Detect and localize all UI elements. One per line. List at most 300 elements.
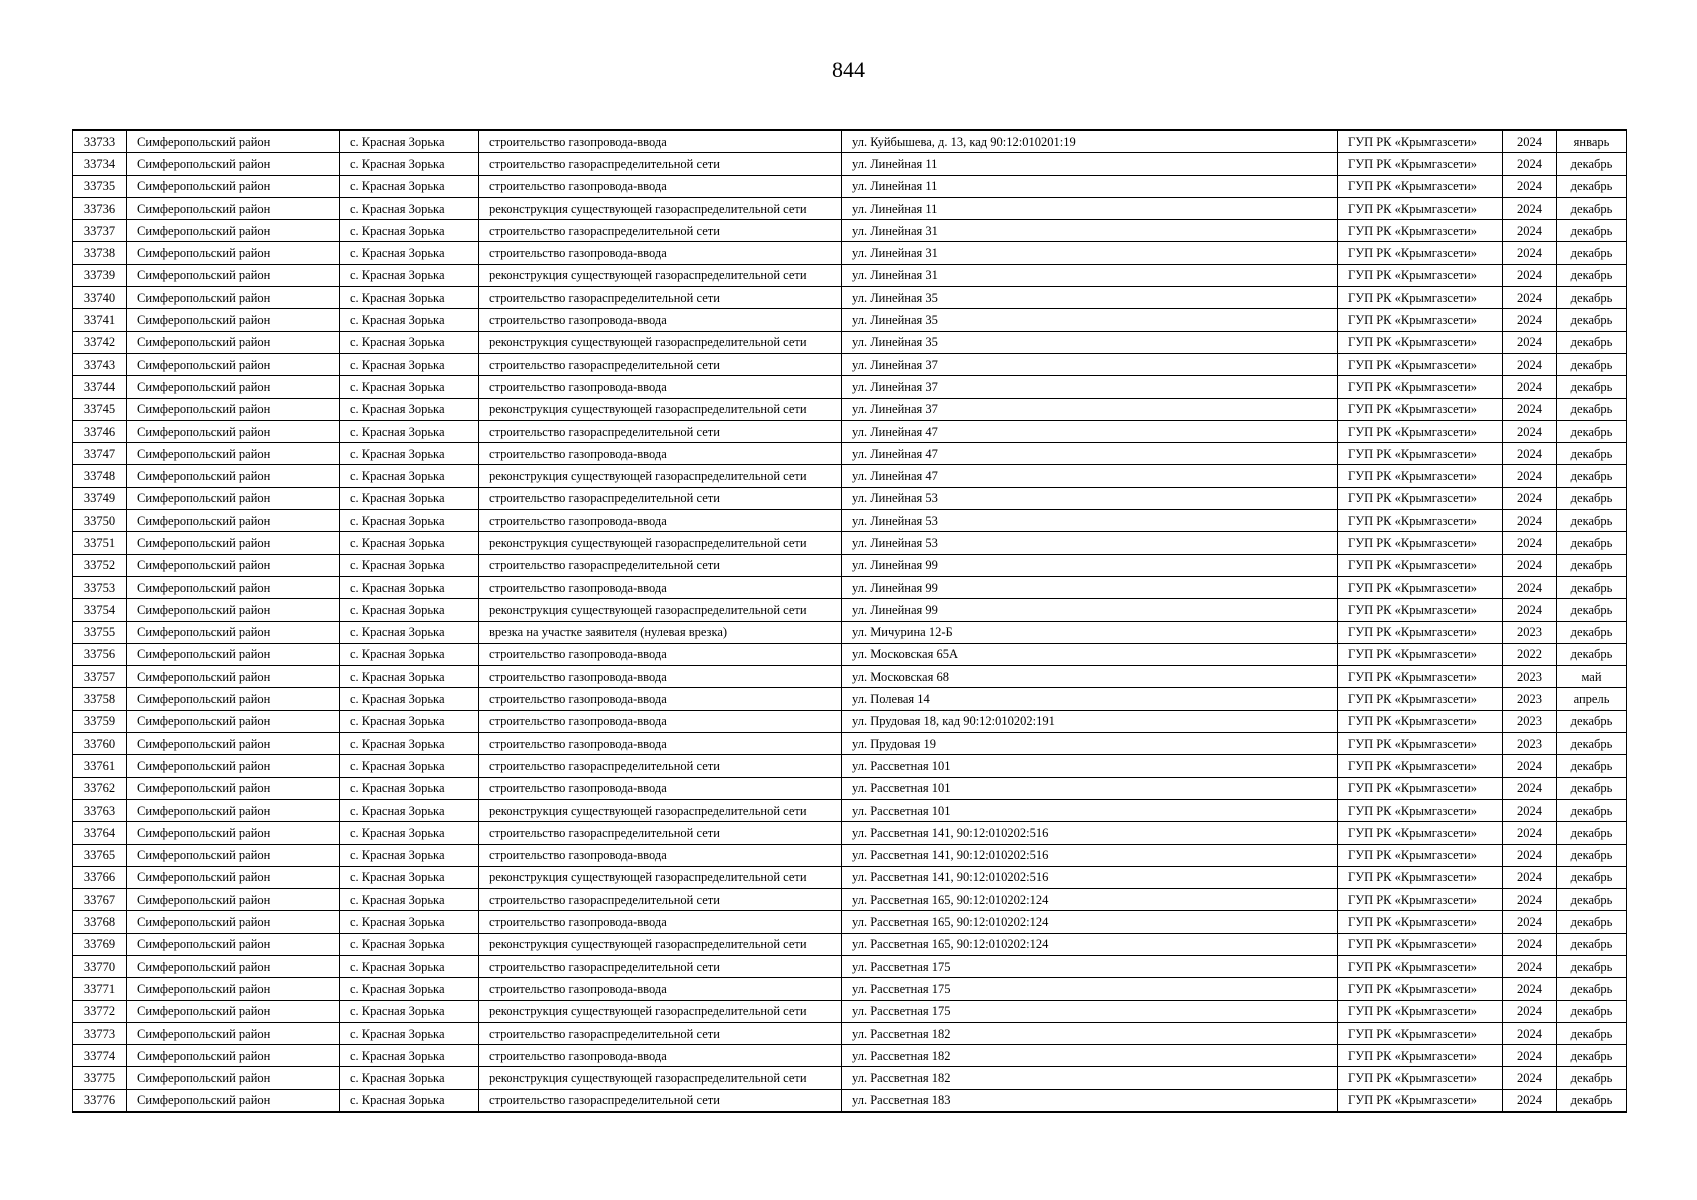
month-cell: декабрь — [1557, 866, 1627, 888]
district-cell: Симферопольский район — [127, 443, 340, 465]
address-cell: ул. Рассветная 165, 90:12:010202:124 — [842, 933, 1338, 955]
organization-cell: ГУП РК «Крымгазсети» — [1338, 866, 1503, 888]
record-number-cell: 33757 — [73, 666, 127, 688]
work-type-cell: строительство газопровода-ввода — [479, 978, 842, 1000]
settlement-cell: с. Красная Зорька — [340, 1000, 479, 1022]
record-number-cell: 33752 — [73, 554, 127, 576]
address-cell: ул. Рассветная 101 — [842, 755, 1338, 777]
month-cell: декабрь — [1557, 554, 1627, 576]
address-cell: ул. Прудовая 18, кад 90:12:010202:191 — [842, 710, 1338, 732]
table-row — [73, 353, 1627, 375]
address-cell: ул. Мичурина 12-Б — [842, 621, 1338, 643]
record-number-cell: 33737 — [73, 220, 127, 242]
month-cell: декабрь — [1557, 353, 1627, 375]
work-type-cell: реконструкция существующей газораспределительной сети — [479, 799, 842, 821]
year-cell: 2024 — [1503, 353, 1557, 375]
month-cell: декабрь — [1557, 755, 1627, 777]
record-number-cell: 33746 — [73, 420, 127, 442]
district-cell: Симферопольский район — [127, 866, 340, 888]
settlement-cell: с. Красная Зорька — [340, 331, 479, 353]
address-cell: ул. Линейная 35 — [842, 309, 1338, 331]
month-cell: декабрь — [1557, 889, 1627, 911]
record-number-cell: 33767 — [73, 889, 127, 911]
record-number-cell: 33747 — [73, 443, 127, 465]
organization-cell: ГУП РК «Крымгазсети» — [1338, 733, 1503, 755]
organization-cell: ГУП РК «Крымгазсети» — [1338, 1089, 1503, 1112]
work-type-cell: строительство газопровода-ввода — [479, 911, 842, 933]
table-row — [73, 799, 1627, 821]
month-cell: декабрь — [1557, 153, 1627, 175]
settlement-cell: с. Красная Зорька — [340, 844, 479, 866]
settlement-cell: с. Красная Зорька — [340, 175, 479, 197]
work-type-cell: строительство газораспределительной сети — [479, 1089, 842, 1112]
district-cell: Симферопольский район — [127, 309, 340, 331]
record-number-cell: 33766 — [73, 866, 127, 888]
year-cell: 2024 — [1503, 443, 1557, 465]
month-cell: апрель — [1557, 688, 1627, 710]
organization-cell: ГУП РК «Крымгазсети» — [1338, 398, 1503, 420]
year-cell: 2024 — [1503, 197, 1557, 219]
settlement-cell: с. Красная Зорька — [340, 688, 479, 710]
district-cell: Симферопольский район — [127, 487, 340, 509]
settlement-cell: с. Красная Зорька — [340, 220, 479, 242]
year-cell: 2024 — [1503, 933, 1557, 955]
settlement-cell: с. Красная Зорька — [340, 911, 479, 933]
organization-cell: ГУП РК «Крымгазсети» — [1338, 955, 1503, 977]
year-cell: 2024 — [1503, 264, 1557, 286]
work-type-cell: реконструкция существующей газораспределительной сети — [479, 866, 842, 888]
address-cell: ул. Рассветная 165, 90:12:010202:124 — [842, 911, 1338, 933]
address-cell: ул. Линейная 47 — [842, 465, 1338, 487]
year-cell: 2024 — [1503, 777, 1557, 799]
record-number-cell: 33750 — [73, 510, 127, 532]
settlement-cell: с. Красная Зорька — [340, 978, 479, 1000]
year-cell: 2024 — [1503, 376, 1557, 398]
district-cell: Симферопольский район — [127, 576, 340, 598]
settlement-cell: с. Красная Зорька — [340, 532, 479, 554]
organization-cell: ГУП РК «Крымгазсети» — [1338, 153, 1503, 175]
table-row — [73, 287, 1627, 309]
organization-cell: ГУП РК «Крымгазсети» — [1338, 688, 1503, 710]
settlement-cell: с. Красная Зорька — [340, 353, 479, 375]
organization-cell: ГУП РК «Крымгазсети» — [1338, 487, 1503, 509]
year-cell: 2024 — [1503, 889, 1557, 911]
address-cell: ул. Рассветная 141, 90:12:010202:516 — [842, 822, 1338, 844]
work-type-cell: строительство газораспределительной сети — [479, 487, 842, 509]
work-type-cell: реконструкция существующей газораспределительной сети — [479, 1067, 842, 1089]
record-number-cell: 33772 — [73, 1000, 127, 1022]
table-row — [73, 130, 1627, 153]
address-cell: ул. Куйбышева, д. 13, кад 90:12:010201:19 — [842, 130, 1338, 153]
district-cell: Симферопольский район — [127, 666, 340, 688]
work-type-cell: строительство газораспределительной сети — [479, 420, 842, 442]
organization-cell: ГУП РК «Крымгазсети» — [1338, 710, 1503, 732]
organization-cell: ГУП РК «Крымгазсети» — [1338, 1045, 1503, 1067]
work-type-cell: строительство газораспределительной сети — [479, 755, 842, 777]
year-cell: 2024 — [1503, 331, 1557, 353]
address-cell: ул. Линейная 37 — [842, 398, 1338, 420]
address-cell: ул. Линейная 47 — [842, 420, 1338, 442]
address-cell: ул. Прудовая 19 — [842, 733, 1338, 755]
organization-cell: ГУП РК «Крымгазсети» — [1338, 376, 1503, 398]
district-cell: Симферопольский район — [127, 911, 340, 933]
record-number-cell: 33763 — [73, 799, 127, 821]
organization-cell: ГУП РК «Крымгазсети» — [1338, 1022, 1503, 1044]
record-number-cell: 33739 — [73, 264, 127, 286]
record-number-cell: 33740 — [73, 287, 127, 309]
settlement-cell: с. Красная Зорька — [340, 822, 479, 844]
table-row — [73, 755, 1627, 777]
table-row — [73, 710, 1627, 732]
organization-cell: ГУП РК «Крымгазсети» — [1338, 576, 1503, 598]
month-cell: декабрь — [1557, 599, 1627, 621]
month-cell: декабрь — [1557, 487, 1627, 509]
settlement-cell: с. Красная Зорька — [340, 777, 479, 799]
address-cell: ул. Линейная 47 — [842, 443, 1338, 465]
work-type-cell: строительство газопровода-ввода — [479, 130, 842, 153]
month-cell: декабрь — [1557, 398, 1627, 420]
registry-table — [72, 129, 1627, 1113]
address-cell: ул. Рассветная 165, 90:12:010202:124 — [842, 889, 1338, 911]
settlement-cell: с. Красная Зорька — [340, 465, 479, 487]
table-row — [73, 554, 1627, 576]
address-cell: ул. Полевая 14 — [842, 688, 1338, 710]
table-row — [73, 376, 1627, 398]
organization-cell: ГУП РК «Крымгазсети» — [1338, 443, 1503, 465]
year-cell: 2024 — [1503, 420, 1557, 442]
month-cell: декабрь — [1557, 621, 1627, 643]
month-cell: декабрь — [1557, 175, 1627, 197]
organization-cell: ГУП РК «Крымгазсети» — [1338, 532, 1503, 554]
table-row — [73, 955, 1627, 977]
record-number-cell: 33762 — [73, 777, 127, 799]
settlement-cell: с. Красная Зорька — [340, 242, 479, 264]
district-cell: Симферопольский район — [127, 643, 340, 665]
organization-cell: ГУП РК «Крымгазсети» — [1338, 621, 1503, 643]
district-cell: Симферопольский район — [127, 978, 340, 1000]
year-cell: 2024 — [1503, 309, 1557, 331]
work-type-cell: строительство газопровода-ввода — [479, 777, 842, 799]
district-cell: Симферопольский район — [127, 532, 340, 554]
settlement-cell: с. Красная Зорька — [340, 510, 479, 532]
table-row — [73, 1067, 1627, 1089]
district-cell: Симферопольский район — [127, 130, 340, 153]
table-row — [73, 844, 1627, 866]
organization-cell: ГУП РК «Крымгазсети» — [1338, 1000, 1503, 1022]
record-number-cell: 33774 — [73, 1045, 127, 1067]
settlement-cell: с. Красная Зорька — [340, 621, 479, 643]
organization-cell: ГУП РК «Крымгазсети» — [1338, 599, 1503, 621]
record-number-cell: 33771 — [73, 978, 127, 1000]
year-cell: 2024 — [1503, 554, 1557, 576]
settlement-cell: с. Красная Зорька — [340, 755, 479, 777]
table-row — [73, 331, 1627, 353]
record-number-cell: 33773 — [73, 1022, 127, 1044]
district-cell: Симферопольский район — [127, 242, 340, 264]
address-cell: ул. Линейная 31 — [842, 264, 1338, 286]
month-cell: декабрь — [1557, 510, 1627, 532]
organization-cell: ГУП РК «Крымгазсети» — [1338, 1067, 1503, 1089]
district-cell: Симферопольский район — [127, 822, 340, 844]
work-type-cell: строительство газопровода-ввода — [479, 576, 842, 598]
month-cell: декабрь — [1557, 777, 1627, 799]
settlement-cell: с. Красная Зорька — [340, 420, 479, 442]
table-row — [73, 576, 1627, 598]
organization-cell: ГУП РК «Крымгазсети» — [1338, 554, 1503, 576]
settlement-cell: с. Красная Зорька — [340, 487, 479, 509]
organization-cell: ГУП РК «Крымгазсети» — [1338, 844, 1503, 866]
year-cell: 2024 — [1503, 532, 1557, 554]
table-row — [73, 264, 1627, 286]
table-row — [73, 621, 1627, 643]
organization-cell: ГУП РК «Крымгазсети» — [1338, 666, 1503, 688]
work-type-cell: строительство газопровода-ввода — [479, 733, 842, 755]
organization-cell: ГУП РК «Крымгазсети» — [1338, 331, 1503, 353]
table-row — [73, 866, 1627, 888]
record-number-cell: 33743 — [73, 353, 127, 375]
district-cell: Симферопольский район — [127, 175, 340, 197]
settlement-cell: с. Красная Зорька — [340, 643, 479, 665]
address-cell: ул. Московская 68 — [842, 666, 1338, 688]
address-cell: ул. Рассветная 183 — [842, 1089, 1338, 1112]
table-row — [73, 153, 1627, 175]
month-cell: декабрь — [1557, 264, 1627, 286]
work-type-cell: врезка на участке заявителя (нулевая врезка) — [479, 621, 842, 643]
year-cell: 2024 — [1503, 955, 1557, 977]
settlement-cell: с. Красная Зорька — [340, 933, 479, 955]
table-row — [73, 1000, 1627, 1022]
month-cell: декабрь — [1557, 420, 1627, 442]
address-cell: ул. Линейная 99 — [842, 599, 1338, 621]
month-cell: декабрь — [1557, 822, 1627, 844]
record-number-cell: 33775 — [73, 1067, 127, 1089]
work-type-cell: строительство газопровода-ввода — [479, 309, 842, 331]
district-cell: Симферопольский район — [127, 554, 340, 576]
month-cell: декабрь — [1557, 733, 1627, 755]
work-type-cell: строительство газопровода-ввода — [479, 443, 842, 465]
work-type-cell: строительство газораспределительной сети — [479, 353, 842, 375]
address-cell: ул. Линейная 37 — [842, 376, 1338, 398]
district-cell: Симферопольский район — [127, 733, 340, 755]
record-number-cell: 33770 — [73, 955, 127, 977]
district-cell: Симферопольский район — [127, 777, 340, 799]
address-cell: ул. Рассветная 101 — [842, 777, 1338, 799]
table-row — [73, 175, 1627, 197]
month-cell: декабрь — [1557, 911, 1627, 933]
work-type-cell: реконструкция существующей газораспределительной сети — [479, 599, 842, 621]
table-row — [73, 688, 1627, 710]
record-number-cell: 33734 — [73, 153, 127, 175]
table-row — [73, 242, 1627, 264]
district-cell: Симферопольский район — [127, 287, 340, 309]
record-number-cell: 33753 — [73, 576, 127, 598]
year-cell: 2024 — [1503, 1022, 1557, 1044]
address-cell: ул. Линейная 11 — [842, 175, 1338, 197]
work-type-cell: реконструкция существующей газораспределительной сети — [479, 465, 842, 487]
work-type-cell: строительство газопровода-ввода — [479, 1045, 842, 1067]
record-number-cell: 33776 — [73, 1089, 127, 1112]
address-cell: ул. Линейная 53 — [842, 487, 1338, 509]
district-cell: Симферопольский район — [127, 844, 340, 866]
district-cell: Симферопольский район — [127, 465, 340, 487]
organization-cell: ГУП РК «Крымгазсети» — [1338, 933, 1503, 955]
settlement-cell: с. Красная Зорька — [340, 153, 479, 175]
month-cell: декабрь — [1557, 933, 1627, 955]
settlement-cell: с. Красная Зорька — [340, 866, 479, 888]
year-cell: 2024 — [1503, 175, 1557, 197]
settlement-cell: с. Красная Зорька — [340, 197, 479, 219]
address-cell: ул. Рассветная 182 — [842, 1067, 1338, 1089]
address-cell: ул. Рассветная 175 — [842, 1000, 1338, 1022]
record-number-cell: 33748 — [73, 465, 127, 487]
work-type-cell: строительство газопровода-ввода — [479, 643, 842, 665]
year-cell: 2024 — [1503, 153, 1557, 175]
month-cell: декабрь — [1557, 242, 1627, 264]
record-number-cell: 33759 — [73, 710, 127, 732]
work-type-cell: реконструкция существующей газораспределительной сети — [479, 197, 842, 219]
table-row — [73, 532, 1627, 554]
district-cell: Симферопольский район — [127, 376, 340, 398]
district-cell: Симферопольский район — [127, 933, 340, 955]
year-cell: 2024 — [1503, 487, 1557, 509]
address-cell: ул. Рассветная 175 — [842, 955, 1338, 977]
work-type-cell: строительство газораспределительной сети — [479, 220, 842, 242]
district-cell: Симферопольский район — [127, 599, 340, 621]
district-cell: Симферопольский район — [127, 710, 340, 732]
table-row — [73, 465, 1627, 487]
settlement-cell: с. Красная Зорька — [340, 955, 479, 977]
year-cell: 2024 — [1503, 1045, 1557, 1067]
work-type-cell: реконструкция существующей газораспределительной сети — [479, 331, 842, 353]
table-row — [73, 487, 1627, 509]
organization-cell: ГУП РК «Крымгазсети» — [1338, 978, 1503, 1000]
district-cell: Симферопольский район — [127, 755, 340, 777]
organization-cell: ГУП РК «Крымгазсети» — [1338, 197, 1503, 219]
settlement-cell: с. Красная Зорька — [340, 666, 479, 688]
address-cell: ул. Линейная 35 — [842, 331, 1338, 353]
month-cell: декабрь — [1557, 576, 1627, 598]
record-number-cell: 33736 — [73, 197, 127, 219]
table-row — [73, 1045, 1627, 1067]
month-cell: декабрь — [1557, 710, 1627, 732]
work-type-cell: строительство газораспределительной сети — [479, 1022, 842, 1044]
month-cell: декабрь — [1557, 1089, 1627, 1112]
address-cell: ул. Линейная 35 — [842, 287, 1338, 309]
record-number-cell: 33760 — [73, 733, 127, 755]
year-cell: 2023 — [1503, 733, 1557, 755]
district-cell: Симферопольский район — [127, 1022, 340, 1044]
table-row — [73, 197, 1627, 219]
district-cell: Симферопольский район — [127, 420, 340, 442]
year-cell: 2024 — [1503, 844, 1557, 866]
organization-cell: ГУП РК «Крымгазсети» — [1338, 799, 1503, 821]
month-cell: декабрь — [1557, 799, 1627, 821]
organization-cell: ГУП РК «Крымгазсети» — [1338, 777, 1503, 799]
work-type-cell: строительство газораспределительной сети — [479, 822, 842, 844]
year-cell: 2024 — [1503, 1067, 1557, 1089]
work-type-cell: строительство газопровода-ввода — [479, 688, 842, 710]
table-row — [73, 510, 1627, 532]
district-cell: Симферопольский район — [127, 621, 340, 643]
record-number-cell: 33755 — [73, 621, 127, 643]
year-cell: 2022 — [1503, 643, 1557, 665]
district-cell: Симферопольский район — [127, 331, 340, 353]
settlement-cell: с. Красная Зорька — [340, 733, 479, 755]
table-body — [73, 130, 1627, 1112]
address-cell: ул. Линейная 11 — [842, 197, 1338, 219]
district-cell: Симферопольский район — [127, 688, 340, 710]
record-number-cell: 33745 — [73, 398, 127, 420]
record-number-cell: 33758 — [73, 688, 127, 710]
settlement-cell: с. Красная Зорька — [340, 554, 479, 576]
year-cell: 2023 — [1503, 688, 1557, 710]
year-cell: 2024 — [1503, 287, 1557, 309]
work-type-cell: реконструкция существующей газораспределительной сети — [479, 264, 842, 286]
work-type-cell: реконструкция существующей газораспределительной сети — [479, 933, 842, 955]
district-cell: Симферопольский район — [127, 353, 340, 375]
month-cell: декабрь — [1557, 287, 1627, 309]
settlement-cell: с. Красная Зорька — [340, 443, 479, 465]
table-row — [73, 666, 1627, 688]
month-cell: декабрь — [1557, 1022, 1627, 1044]
district-cell: Симферопольский район — [127, 1067, 340, 1089]
settlement-cell: с. Красная Зорька — [340, 398, 479, 420]
organization-cell: ГУП РК «Крымгазсети» — [1338, 242, 1503, 264]
organization-cell: ГУП РК «Крымгазсети» — [1338, 643, 1503, 665]
district-cell: Симферопольский район — [127, 1000, 340, 1022]
record-number-cell: 33761 — [73, 755, 127, 777]
settlement-cell: с. Красная Зорька — [340, 1045, 479, 1067]
settlement-cell: с. Красная Зорька — [340, 799, 479, 821]
address-cell: ул. Рассветная 175 — [842, 978, 1338, 1000]
record-number-cell: 33751 — [73, 532, 127, 554]
settlement-cell: с. Красная Зорька — [340, 309, 479, 331]
district-cell: Симферопольский район — [127, 220, 340, 242]
table-row — [73, 1089, 1627, 1112]
district-cell: Симферопольский район — [127, 955, 340, 977]
table-row — [73, 733, 1627, 755]
work-type-cell: строительство газопровода-ввода — [479, 710, 842, 732]
table-row — [73, 599, 1627, 621]
address-cell: ул. Рассветная 182 — [842, 1022, 1338, 1044]
month-cell: декабрь — [1557, 465, 1627, 487]
year-cell: 2024 — [1503, 822, 1557, 844]
settlement-cell: с. Красная Зорька — [340, 889, 479, 911]
year-cell: 2024 — [1503, 866, 1557, 888]
organization-cell: ГУП РК «Крымгазсети» — [1338, 175, 1503, 197]
month-cell: декабрь — [1557, 331, 1627, 353]
organization-cell: ГУП РК «Крымгазсети» — [1338, 755, 1503, 777]
year-cell: 2024 — [1503, 242, 1557, 264]
year-cell: 2024 — [1503, 599, 1557, 621]
work-type-cell: строительство газопровода-ввода — [479, 510, 842, 532]
district-cell: Симферопольский район — [127, 510, 340, 532]
organization-cell: ГУП РК «Крымгазсети» — [1338, 465, 1503, 487]
year-cell: 2024 — [1503, 799, 1557, 821]
district-cell: Симферопольский район — [127, 197, 340, 219]
month-cell: декабрь — [1557, 1000, 1627, 1022]
organization-cell: ГУП РК «Крымгазсети» — [1338, 264, 1503, 286]
organization-cell: ГУП РК «Крымгазсети» — [1338, 889, 1503, 911]
month-cell: декабрь — [1557, 220, 1627, 242]
table-row — [73, 1022, 1627, 1044]
month-cell: декабрь — [1557, 1067, 1627, 1089]
work-type-cell: строительство газопровода-ввода — [479, 175, 842, 197]
table-row — [73, 777, 1627, 799]
settlement-cell: с. Красная Зорька — [340, 710, 479, 732]
table-row — [73, 933, 1627, 955]
address-cell: ул. Линейная 31 — [842, 242, 1338, 264]
